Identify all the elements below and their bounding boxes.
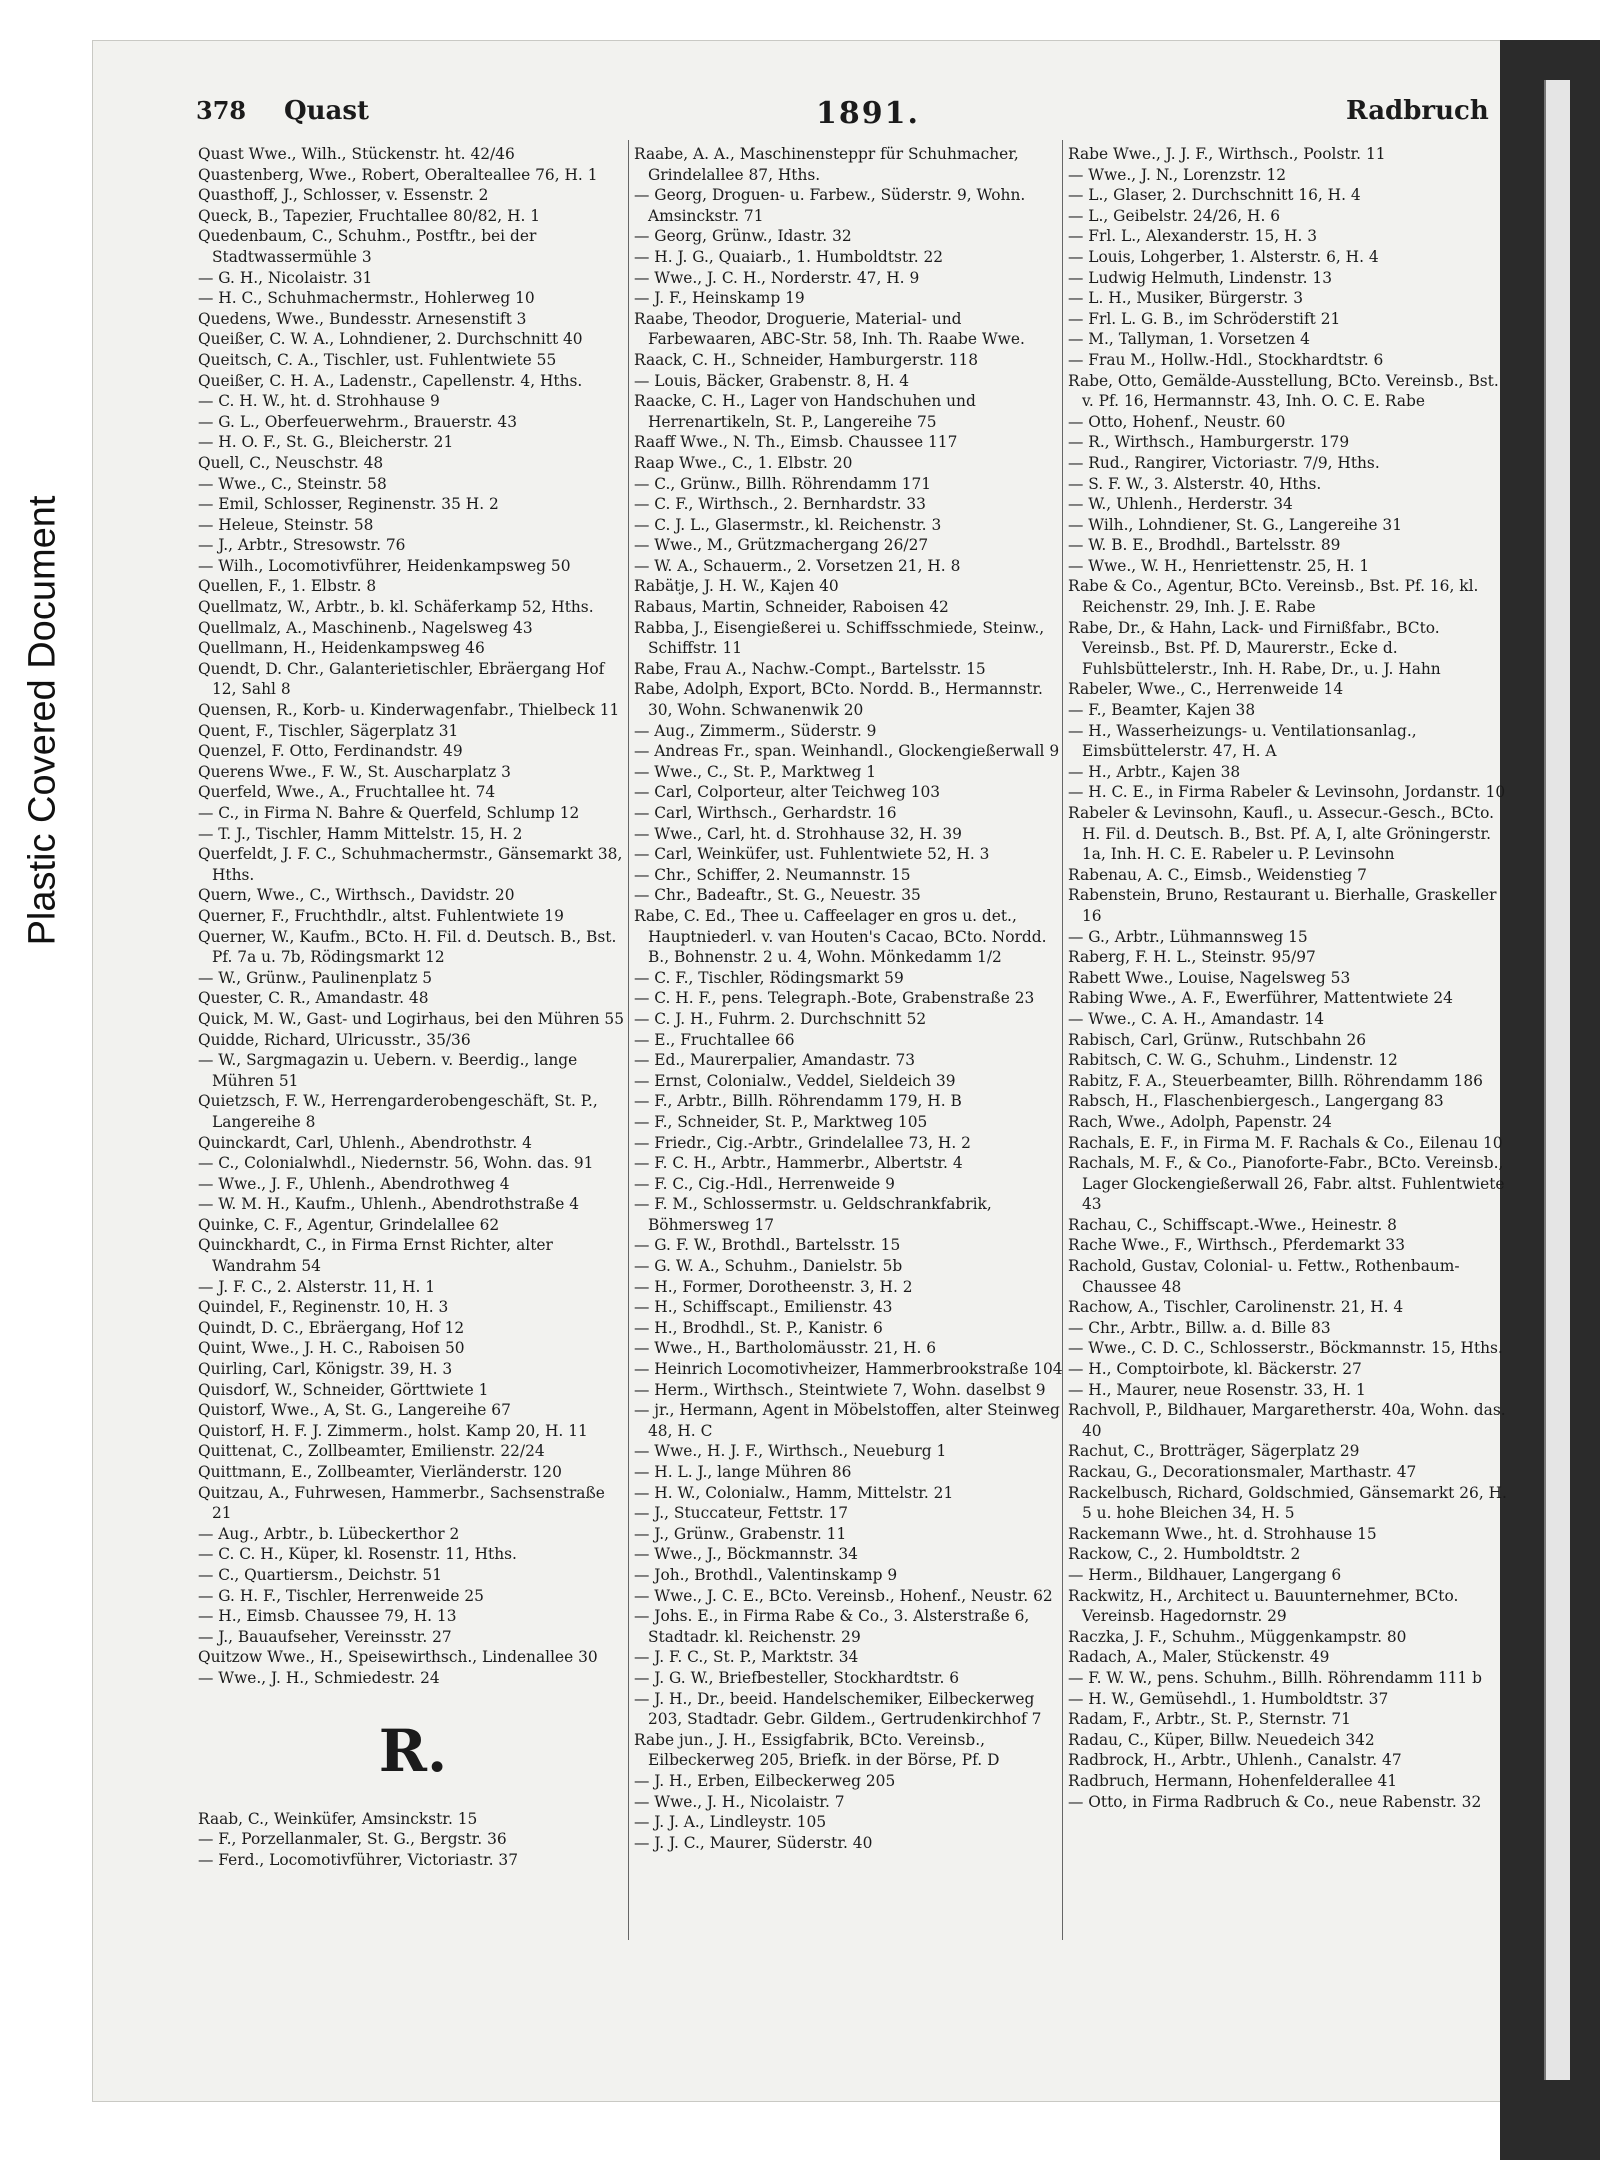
directory-entry: — J., Stuccateur, Fettstr. 17 [634, 1504, 849, 1523]
directory-entry: — Otto, Hohenf., Neustr. 60 [1068, 412, 1286, 431]
directory-entry: — J. G. W., Briefbesteller, Stockhardtstr. 6 [634, 1668, 960, 1687]
column-1-entries [198, 144, 628, 1689]
section-r-entries [198, 1809, 628, 1871]
directory-entry: Raabe, Theodor, Droguerie, Material- und Farbewaaren, ABC-Str. 58, Inh. Th. Raabe Wwe. [634, 309, 1025, 349]
directory-entry: — G. H., Nicolaistr. 31 [198, 268, 373, 287]
directory-entry: — C. C. H., Küper, kl. Rosenstr. 11, Hths. [198, 1545, 517, 1564]
directory-entry: — Frau M., Hollw.-Hdl., Stockhardtstr. 6 [1068, 350, 1384, 369]
directory-entry: — Wwe., J. F., Uhlenh., Abendrothweg 4 [198, 1174, 510, 1193]
directory-entry: — H. J. G., Quaiarb., 1. Humboldtstr. 22 [634, 247, 944, 266]
directory-entry: Quell, C., Neuschstr. 48 [198, 453, 384, 472]
directory-entry: — W. A., Schauerm., 2. Vorsetzen 21, H. 8 [634, 556, 961, 575]
directory-entry: Quinckardt, Carl, Uhlenh., Abendrothstr. 4 [198, 1133, 532, 1152]
directory-entry: — Friedr., Cig.-Arbtr., Grindelallee 73, H. 2 [634, 1133, 971, 1152]
directory-entry: Quendt, D. Chr., Galanterietischler, Ebräergang Hof 12, Sahl 8 [198, 659, 605, 699]
directory-entry: — Ernst, Colonialw., Veddel, Sieldeich 39 [634, 1071, 956, 1090]
directory-entry: — C. H. F., pens. Telegraph.-Bote, Grabenstraße 23 [634, 989, 1035, 1008]
directory-entry: — H. L. J., lange Mühren 86 [634, 1463, 852, 1481]
directory-entry: Querfeld, Wwe., A., Fruchtallee ht. 74 [198, 783, 496, 802]
directory-entry: — G. W. A., Schuhm., Danielstr. 5b [634, 1257, 903, 1276]
directory-entry: — Carl, Weinküfer, ust. Fuhlentwiete 52, H. 3 [634, 845, 990, 864]
directory-entry: Rabitz, F. A., Steuerbeamter, Billh. Röhrendamm 186 [1068, 1071, 1483, 1090]
directory-entry: Querner, W., Kaufm., BCto. H. Fil. d. Deutsch. B., Bst. Pf. 7a u. 7b, Rödingsmarkt 12 [198, 927, 617, 967]
directory-entry: Raabe, A. A., Maschinensteppr für Schuhmacher, Grindelallee 87, Hths. [634, 145, 1019, 184]
directory-entry: — Carl, Colporteur, alter Teichweg 103 [634, 783, 941, 802]
directory-entry: — J. H., Erben, Eilbeckerweg 205 [634, 1771, 896, 1790]
directory-entry: Quittenat, C., Zollbeamter, Emilienstr. 22/24 [198, 1442, 545, 1461]
directory-entry: — Wwe., J., Böckmannstr. 34 [634, 1545, 858, 1564]
directory-entry: Rabett Wwe., Louise, Nagelsweg 53 [1068, 968, 1351, 987]
directory-entry: — Wilh., Lohndiener, St. G., Langereihe 31 [1068, 515, 1403, 534]
directory-entry: Rabba, J., Eisengießerei u. Schiffsschmiede, Steinw., Schiffstr. 11 [634, 618, 1045, 658]
directory-entry: — J. J. C., Maurer, Süderstr. 40 [634, 1833, 873, 1852]
directory-entry: — H. W., Colonialw., Hamm, Mittelstr. 21 [634, 1483, 954, 1502]
directory-entry: — F. M., Schlossermstr. u. Geldschrankfabrik, Böhmersweg 17 [634, 1195, 992, 1234]
directory-entry: Radbruch, Hermann, Hohenfelderallee 41 [1068, 1771, 1398, 1790]
directory-entry: Querner, F., Fruchthdlr., altst. Fuhlentwiete 19 [198, 906, 564, 925]
directory-entry: Quellmann, H., Heidenkampsweg 46 [198, 639, 485, 658]
directory-entry: — C. F., Wirthsch., 2. Bernhardstr. 33 [634, 495, 926, 514]
directory-entry: — H., Schiffscapt., Emilienstr. 43 [634, 1298, 893, 1317]
directory-entry: Rabe, Otto, Gemälde-Ausstellung, BCto. Vereinsb., Bst. v. Pf. 16, Hermannstr. 43, Inh. O. C. E. Rabe [1068, 371, 1499, 411]
directory-entry: — L., Geibelstr. 24/26, H. 6 [1068, 206, 1281, 225]
directory-entry: Quick, M. W., Gast- und Logirhaus, bei den Mühren 55 [198, 1009, 625, 1028]
column-1 [198, 144, 628, 1870]
directory-entry: — Herm., Bildhauer, Langergang 6 [1068, 1565, 1342, 1584]
directory-entry: — H., Former, Dorotheenstr. 3, H. 2 [634, 1277, 913, 1296]
directory-entry: — F. C., Cig.-Hdl., Herrenweide 9 [634, 1174, 895, 1193]
directory-entry: Quietzsch, F. W., Herrengarderobengeschäft, St. P., Langereihe 8 [198, 1092, 598, 1131]
directory-entry: — E., Fruchtallee 66 [634, 1030, 795, 1049]
directory-entry: — Aug., Arbtr., b. Lübeckerthor 2 [198, 1524, 460, 1543]
directory-entry: Raack, C. H., Schneider, Hamburgerstr. 118 [634, 350, 979, 369]
directory-entry: Quindt, D. C., Ebräergang, Hof 12 [198, 1318, 465, 1337]
directory-entry: — J., Bauaufseher, Vereinsstr. 27 [198, 1627, 452, 1646]
directory-entry: — J., Arbtr., Stresowstr. 76 [198, 536, 406, 555]
directory-entry: — Heleue, Steinstr. 58 [198, 515, 374, 534]
directory-entry: Quistorf, H. F. J. Zimmerm., holst. Kamp 20, H. 11 [198, 1421, 588, 1440]
directory-entry: — Joh., Brothdl., Valentinskamp 9 [634, 1565, 898, 1584]
directory-entry: — Wwe., J. H., Nicolaistr. 7 [634, 1792, 845, 1811]
directory-entry: Raap Wwe., C., 1. Elbstr. 20 [634, 453, 853, 472]
directory-entry: — W., Uhlenh., Herderstr. 34 [1068, 495, 1293, 514]
directory-entry: Radbrock, H., Arbtr., Uhlenh., Canalstr. 47 [1068, 1751, 1402, 1770]
directory-entry: — S. F. W., 3. Alsterstr. 40, Hths. [1068, 474, 1322, 493]
directory-entry: — Wwe., C., St. P., Marktweg 1 [634, 762, 877, 781]
column-2 [634, 144, 1064, 1853]
directory-entry: Quasthoff, J., Schlosser, v. Essenstr. 2 [198, 186, 489, 205]
directory-entry: — Wwe., J. C. H., Norderstr. 47, H. 9 [634, 268, 920, 287]
directory-entry: — T. J., Tischler, Hamm Mittelstr. 15, H. 2 [198, 824, 523, 843]
directory-entry: Quinke, C. F., Agentur, Grindelallee 62 [198, 1215, 500, 1234]
directory-entry: Rabe Wwe., J. J. F., Wirthsch., Poolstr. 11 [1068, 145, 1386, 163]
directory-entry: Quisdorf, W., Schneider, Görttwiete 1 [198, 1380, 489, 1399]
directory-entry: Rachau, C., Schiffscapt.-Wwe., Heinestr. 8 [1068, 1215, 1397, 1234]
directory-entry: — Wwe., W. H., Henriettenstr. 25, H. 1 [1068, 556, 1370, 575]
directory-entry: Rabing Wwe., A. F., Ewerführer, Mattentwiete 24 [1068, 989, 1453, 1008]
directory-entry: — Louis, Bäcker, Grabenstr. 8, H. 4 [634, 371, 910, 390]
directory-entry: Raaff Wwe., N. Th., Eimsb. Chaussee 117 [634, 433, 958, 452]
directory-entry: — Andreas Fr., span. Weinhandl., Glockengießerwall 9 [634, 742, 1060, 761]
directory-entry: — Frl. L. G. B., im Schröderstift 21 [1068, 309, 1341, 328]
directory-entry: — Carl, Wirthsch., Gerhardstr. 16 [634, 804, 897, 822]
directory-entry: Quellmalz, A., Maschinenb., Nagelsweg 43 [198, 618, 533, 637]
directory-entry: Rabe, Dr., & Hahn, Lack- und Firnißfabr., BCto. Vereinsb., Bst. Pf. D, Maurerstr., Ecke d. Fuhlsbüttelerstr., Inh. H. Rabe, Dr., u. J. Hahn [1068, 618, 1441, 678]
directory-entry: — H. C., Schuhmachermstr., Hohlerweg 10 [198, 289, 535, 308]
directory-entry: Quastenberg, Wwe., Robert, Oberalteallee 76, H. 1 [198, 165, 598, 184]
directory-entry: — Georg, Grünw., Idastr. 32 [634, 227, 852, 246]
directory-entry: — Wwe., J. N., Lorenzstr. 12 [1068, 165, 1287, 184]
directory-entry: Queitsch, C. A., Tischler, ust. Fuhlentwiete 55 [198, 350, 557, 369]
directory-entry: — H., Maurer, neue Rosenstr. 33, H. 1 [1068, 1380, 1366, 1399]
directory-entry: Rabeler & Levinsohn, Kaufl., u. Assecur.-Gesch., BCto. H. Fil. d. Deutsch. B., Bst. Pf. A, I, alte Gröningerstr. 1a, Inh. H. C. E. Rabeler u. P. Levinsohn [1068, 804, 1495, 864]
directory-entry: — F., Porzellanmaler, St. G., Bergstr. 36 [198, 1830, 507, 1849]
directory-entry: — C., in Firma N. Bahre & Querfeld, Schlump 12 [198, 804, 580, 822]
directory-entry: Quester, C. R., Amandastr. 48 [198, 989, 429, 1008]
page-number: 378 [196, 96, 247, 125]
directory-entry: Queißer, C. W. A., Lohndiener, 2. Durchschnitt 40 [198, 330, 583, 349]
directory-entry: — Wilh., Locomotivführer, Heidenkampsweg 50 [198, 556, 571, 575]
directory-entry: — H., Brodhdl., St. P., Kanistr. 6 [634, 1318, 883, 1337]
directory-entry: — Wwe., J. H., Schmiedestr. 24 [198, 1668, 440, 1687]
directory-entry: — J. F. C., 2. Alsterstr. 11, H. 1 [198, 1277, 436, 1296]
directory-entry: Radau, C., Küper, Billw. Neuedeich 342 [1068, 1730, 1375, 1749]
directory-entry: Quittmann, E., Zollbeamter, Vierländerstr. 120 [198, 1463, 562, 1481]
directory-entry: Rachold, Gustav, Colonial- u. Fettw., Rothenbaum-Chaussee 48 [1068, 1257, 1460, 1296]
directory-entry: — J., Grünw., Grabenstr. 11 [634, 1524, 847, 1543]
directory-entry: — Johs. E., in Firma Rabe & Co., 3. Alsterstraße 6, Stadtadr. kl. Reichenstr. 29 [634, 1607, 1030, 1646]
directory-entry: Quint, Wwe., J. H. C., Raboisen 50 [198, 1339, 465, 1358]
directory-entry: — Otto, in Firma Radbruch & Co., neue Rabenstr. 32 [1068, 1792, 1482, 1811]
directory-entry: — Georg, Droguen- u. Farbew., Süderstr. 9, Wohn. Amsinckstr. 71 [634, 186, 1026, 225]
directory-entry: Quistorf, Wwe., A, St. G., Langereihe 67 [198, 1401, 511, 1420]
directory-entry: Rackau, G., Decorationsmaler, Marthastr. 47 [1068, 1463, 1417, 1481]
directory-entry: Rackelbusch, Richard, Goldschmied, Gänsemarkt 26, H. 5 u. hohe Bleichen 34, H. 5 [1068, 1483, 1507, 1523]
directory-entry: Rabe & Co., Agentur, BCto. Vereinsb., Bst. Pf. 16, kl. Reichenstr. 29, Inh. J. E. Rabe [1068, 577, 1479, 617]
directory-entry: Rachut, C., Brotträger, Sägerplatz 29 [1068, 1442, 1360, 1461]
directory-entry: — Ferd., Locomotivführer, Victoriastr. 37 [198, 1850, 518, 1869]
directory-entry: Rabsch, H., Flaschenbiergesch., Langergang 83 [1068, 1092, 1444, 1111]
directory-entry: Quast Wwe., Wilh., Stückenstr. ht. 42/46 [198, 145, 515, 163]
directory-entry: — F. C. H., Arbtr., Hammerbr., Albertstr. 4 [634, 1154, 963, 1173]
directory-entry: — C., Quartiersm., Deichstr. 51 [198, 1565, 443, 1584]
directory-entry: Raab, C., Weinküfer, Amsinckstr. 15 [198, 1809, 478, 1828]
directory-entry: Querfeldt, J. F. C., Schuhmachermstr., Gänsemarkt 38, Hths. [198, 845, 623, 884]
directory-entry: Radach, A., Maler, Stückenstr. 49 [1068, 1648, 1330, 1667]
directory-entry: — Chr., Schiffer, 2. Neumannstr. 15 [634, 865, 911, 884]
directory-entry: — G. H. F., Tischler, Herrenweide 25 [198, 1586, 484, 1605]
directory-entry: Quindel, F., Reginenstr. 10, H. 3 [198, 1298, 449, 1317]
directory-entry: Rach, Wwe., Adolph, Papenstr. 24 [1068, 1112, 1332, 1131]
directory-entry: — H., Eimsb. Chaussee 79, H. 13 [198, 1607, 457, 1626]
directory-entry: — Ludwig Helmuth, Lindenstr. 13 [1068, 268, 1332, 287]
directory-entry: Quinckhardt, C., in Firma Ernst Richter, alter Wandrahm 54 [198, 1236, 553, 1276]
directory-entry: Quirling, Carl, Königstr. 39, H. 3 [198, 1360, 453, 1379]
directory-entry: Rabätje, J. H. W., Kajen 40 [634, 577, 839, 596]
directory-entry: — Herm., Wirthsch., Steintwiete 7, Wohn. daselbst 9 [634, 1380, 1046, 1399]
directory-entry: — W., Sargmagazin u. Uebern. v. Beerdig., lange Mühren 51 [198, 1051, 578, 1090]
directory-entry: — C. J. L., Glasermstr., kl. Reichenstr. 3 [634, 515, 942, 534]
directory-entry: — H. C. E., in Firma Rabeler & Levinsohn, Jordanstr. 10 [1068, 783, 1506, 802]
directory-entry: Rabenau, A. C., Eimsb., Weidenstieg 7 [1068, 865, 1367, 884]
directory-entry: Raacke, C. H., Lager von Handschuhen und Herrenartikeln, St. P., Langereihe 75 [634, 392, 976, 431]
directory-entry: Rabenstein, Bruno, Restaurant u. Bierhalle, Graskeller 16 [1068, 886, 1497, 925]
directory-entry: Quedens, Wwe., Bundesstr. Arnesenstift 3 [198, 309, 527, 328]
directory-entry: Quitzau, A., Fuhrwesen, Hammerbr., Sachsenstraße 21 [198, 1483, 605, 1523]
directory-entry: — Chr., Badeaftr., St. G., Neuestr. 35 [634, 886, 921, 905]
page-edge-strip [1544, 80, 1570, 2080]
directory-entry: — Emil, Schlosser, Reginenstr. 35 H. 2 [198, 495, 499, 514]
directory-entry: Queck, B., Tapezier, Fruchtallee 80/82, H. 1 [198, 206, 541, 225]
section-letter: R. [378, 1716, 448, 1785]
directory-entry: — jr., Hermann, Agent in Möbelstoffen, alter Steinweg 48, H. C [634, 1401, 1060, 1440]
column-3 [1068, 144, 1508, 1812]
directory-entry: — L., Glaser, 2. Durchschnitt 16, H. 4 [1068, 186, 1361, 205]
directory-entry: — J. H., Dr., beeid. Handelschemiker, Eilbeckerweg 203, Stadtadr. Gebr. Gildem., Gertrudenkirchhof 7 [634, 1689, 1042, 1729]
directory-entry: Rache Wwe., F., Wirthsch., Pferdemarkt 33 [1068, 1236, 1406, 1255]
directory-entry: — M., Tallyman, 1. Vorsetzen 4 [1068, 330, 1310, 349]
directory-entry: Quent, F., Tischler, Sägerplatz 31 [198, 721, 459, 740]
directory-entry: — Wwe., C. A. H., Amandastr. 14 [1068, 1009, 1325, 1028]
directory-entry: — H. W., Gemüsehdl., 1. Humboldtstr. 37 [1068, 1689, 1389, 1708]
directory-entry: — F., Schneider, St. P., Marktweg 105 [634, 1112, 928, 1131]
directory-entry: Rabe, Frau A., Nachw.-Compt., Bartelsstr. 15 [634, 659, 986, 678]
directory-entry: — C. F., Tischler, Rödingsmarkt 59 [634, 968, 904, 987]
directory-entry: Rabitsch, C. W. G., Schuhm., Lindenstr. 12 [1068, 1051, 1398, 1070]
directory-entry: Rabe, Adolph, Export, BCto. Nordd. B., Hermannstr. 30, Wohn. Schwanenwik 20 [634, 680, 1043, 720]
directory-entry: Rachow, A., Tischler, Carolinenstr. 21, H. 4 [1068, 1298, 1404, 1317]
directory-entry: — J. F., Heinskamp 19 [634, 289, 805, 308]
directory-entry: Rachals, E. F., in Firma M. F. Rachals & Co., Eilenau 10 [1068, 1133, 1503, 1152]
directory-entry: Rackemann Wwe., ht. d. Strohhause 15 [1068, 1524, 1377, 1543]
directory-entry: — C., Colonialwhdl., Niedernstr. 56, Wohn. das. 91 [198, 1154, 594, 1173]
directory-entry: Raberg, F. H. L., Steinstr. 95/97 [1068, 948, 1316, 967]
directory-entry: — C. J. H., Fuhrm. 2. Durchschnitt 52 [634, 1009, 927, 1028]
directory-entry: Querens Wwe., F. W., St. Auscharplatz 3 [198, 762, 511, 781]
directory-entry: Radam, F., Arbtr., St. P., Sternstr. 71 [1068, 1710, 1351, 1729]
directory-entry: Rabisch, Carl, Grünw., Rutschbahn 26 [1068, 1030, 1367, 1049]
directory-entry: Rackwitz, H., Architect u. Bauunternehmer, BCto. Vereinsb. Hagedornstr. 29 [1068, 1586, 1459, 1626]
directory-entry: Rackow, C., 2. Humboldtstr. 2 [1068, 1545, 1301, 1564]
page-header [196, 96, 1526, 140]
directory-entry: Quensen, R., Korb- u. Kinderwagenfabr., Thielbeck 11 [198, 701, 620, 720]
directory-entry: — W. M. H., Kaufm., Uhlenh., Abendrothstraße 4 [198, 1195, 580, 1214]
directory-entry: Rabe jun., J. H., Essigfabrik, BCto. Vereinsb., Eilbeckerweg 205, Briefk. in der Börse, Pf. D [634, 1730, 1000, 1770]
directory-entry: Quedenbaum, C., Schuhm., Postftr., bei der Stadtwassermühle 3 [198, 227, 537, 266]
directory-entry: Quellmatz, W., Arbtr., b. kl. Schäferkamp 52, Hths. [198, 598, 594, 617]
left-keyword: Quast [284, 96, 370, 126]
directory-entry: Queißer, C. H. A., Ladenstr., Capellenstr. 4, Hths. [198, 371, 583, 390]
directory-entry: — L. H., Musiker, Bürgerstr. 3 [1068, 289, 1303, 308]
directory-entry: — Wwe., Carl, ht. d. Strohhause 32, H. 39 [634, 824, 962, 843]
directory-entry: — C., Grünw., Billh. Röhrendamm 171 [634, 474, 932, 493]
directory-entry: — J. F. C., St. P., Marktstr. 34 [634, 1648, 859, 1667]
directory-entry: — F. W. W., pens. Schuhm., Billh. Röhrendamm 111 b [1068, 1668, 1482, 1687]
directory-entry: — Louis, Lohgerber, 1. Alsterstr. 6, H. 4 [1068, 247, 1379, 266]
directory-entry: Raczka, J. F., Schuhm., Müggenkampstr. 80 [1068, 1627, 1407, 1646]
year: 1891. [816, 96, 920, 131]
directory-entry: Rabaus, Martin, Schneider, Raboisen 42 [634, 598, 949, 617]
right-keyword: Radbruch [1346, 96, 1489, 126]
directory-entry: — Ed., Maurerpalier, Amandastr. 73 [634, 1051, 916, 1070]
directory-entry: — R., Wirthsch., Hamburgerstr. 179 [1068, 433, 1350, 452]
directory-entry: — H., Wasserheizungs- u. Ventilationsanlag., Eimsbüttelerstr. 47, H. A [1068, 721, 1417, 761]
column-rule [628, 140, 629, 1940]
directory-entry: Rabeler, Wwe., C., Herrenweide 14 [1068, 680, 1344, 699]
directory-entry: — Wwe., J. C. E., BCto. Vereinsb., Hohenf., Neustr. 62 [634, 1586, 1053, 1605]
directory-entry: — G. F. W., Brothdl., Bartelsstr. 15 [634, 1236, 901, 1255]
directory-entry: — F., Beamter, Kajen 38 [1068, 701, 1256, 720]
directory-entry: — Wwe., C., Steinstr. 58 [198, 474, 387, 493]
directory-entry: — Chr., Arbtr., Billw. a. d. Bille 83 [1068, 1318, 1331, 1337]
directory-entry: — C. H. W., ht. d. Strohhause 9 [198, 392, 440, 411]
directory-entry: — Aug., Zimmerm., Süderstr. 9 [634, 721, 877, 740]
directory-entry: — Heinrich Locomotivheizer, Hammerbrookstraße 104 [634, 1360, 1063, 1379]
directory-entry: Rabe, C. Ed., Thee u. Caffeelager en gros u. det., Hauptniederl. v. van Houten's Cacao, BCto. Nordd. B., Bohnenstr. 2 u. 4, Wohn. Mönkedamm 1/2 [634, 906, 1047, 967]
directory-entry: — H., Arbtr., Kajen 38 [1068, 762, 1241, 781]
directory-entry: Rachvoll, P., Bildhauer, Margaretherstr. 40a, Wohn. das. 40 [1068, 1401, 1506, 1440]
directory-entry: — Rud., Rangirer, Victoriastr. 7/9, Hths. [1068, 453, 1380, 472]
directory-entry: Quidde, Richard, Ulricusstr., 35/36 [198, 1030, 471, 1049]
directory-entry: — H., Comptoirbote, kl. Bäckerstr. 27 [1068, 1360, 1362, 1379]
directory-entry: — Wwe., H. J. F., Wirthsch., Neueburg 1 [634, 1442, 947, 1461]
directory-entry: — Wwe., C. D. C., Schlosserstr., Böckmannstr. 15, Hths. [1068, 1339, 1503, 1358]
directory-entry: — H. O. F., St. G., Bleicherstr. 21 [198, 433, 454, 452]
directory-entry: — W. B. E., Brodhdl., Bartelsstr. 89 [1068, 536, 1341, 555]
directory-entry: — Wwe., M., Grützmachergang 26/27 [634, 536, 929, 555]
directory-entry: — Frl. L., Alexanderstr. 15, H. 3 [1068, 227, 1318, 246]
directory-entry: Quenzel, F. Otto, Ferdinandstr. 49 [198, 742, 463, 761]
directory-entry: — G., Arbtr., Lühmannsweg 15 [1068, 927, 1308, 946]
directory-entry: Quitzow Wwe., H., Speisewirthsch., Lindenallee 30 [198, 1648, 598, 1667]
directory-entry: — W., Grünw., Paulinenplatz 5 [198, 968, 433, 987]
directory-entry: — Wwe., H., Bartholomäusstr. 21, H. 6 [634, 1339, 937, 1358]
directory-entry: — J. J. A., Lindleystr. 105 [634, 1813, 827, 1832]
directory-entry: Quern, Wwe., C., Wirthsch., Davidstr. 20 [198, 886, 515, 905]
directory-entry: Rachals, M. F., & Co., Pianoforte-Fabr., BCto. Vereinsb., Lager Glockengießerwall 26, Fabr. altst. Fuhlentwiete 43 [1068, 1154, 1505, 1214]
side-label: Plastic Covered Document [21, 495, 64, 945]
directory-entry: — F., Arbtr., Billh. Röhrendamm 179, H. B [634, 1092, 962, 1111]
directory-entry: — G. L., Oberfeuerwehrm., Brauerstr. 43 [198, 412, 517, 431]
directory-entry: Quellen, F., 1. Elbstr. 8 [198, 577, 377, 596]
